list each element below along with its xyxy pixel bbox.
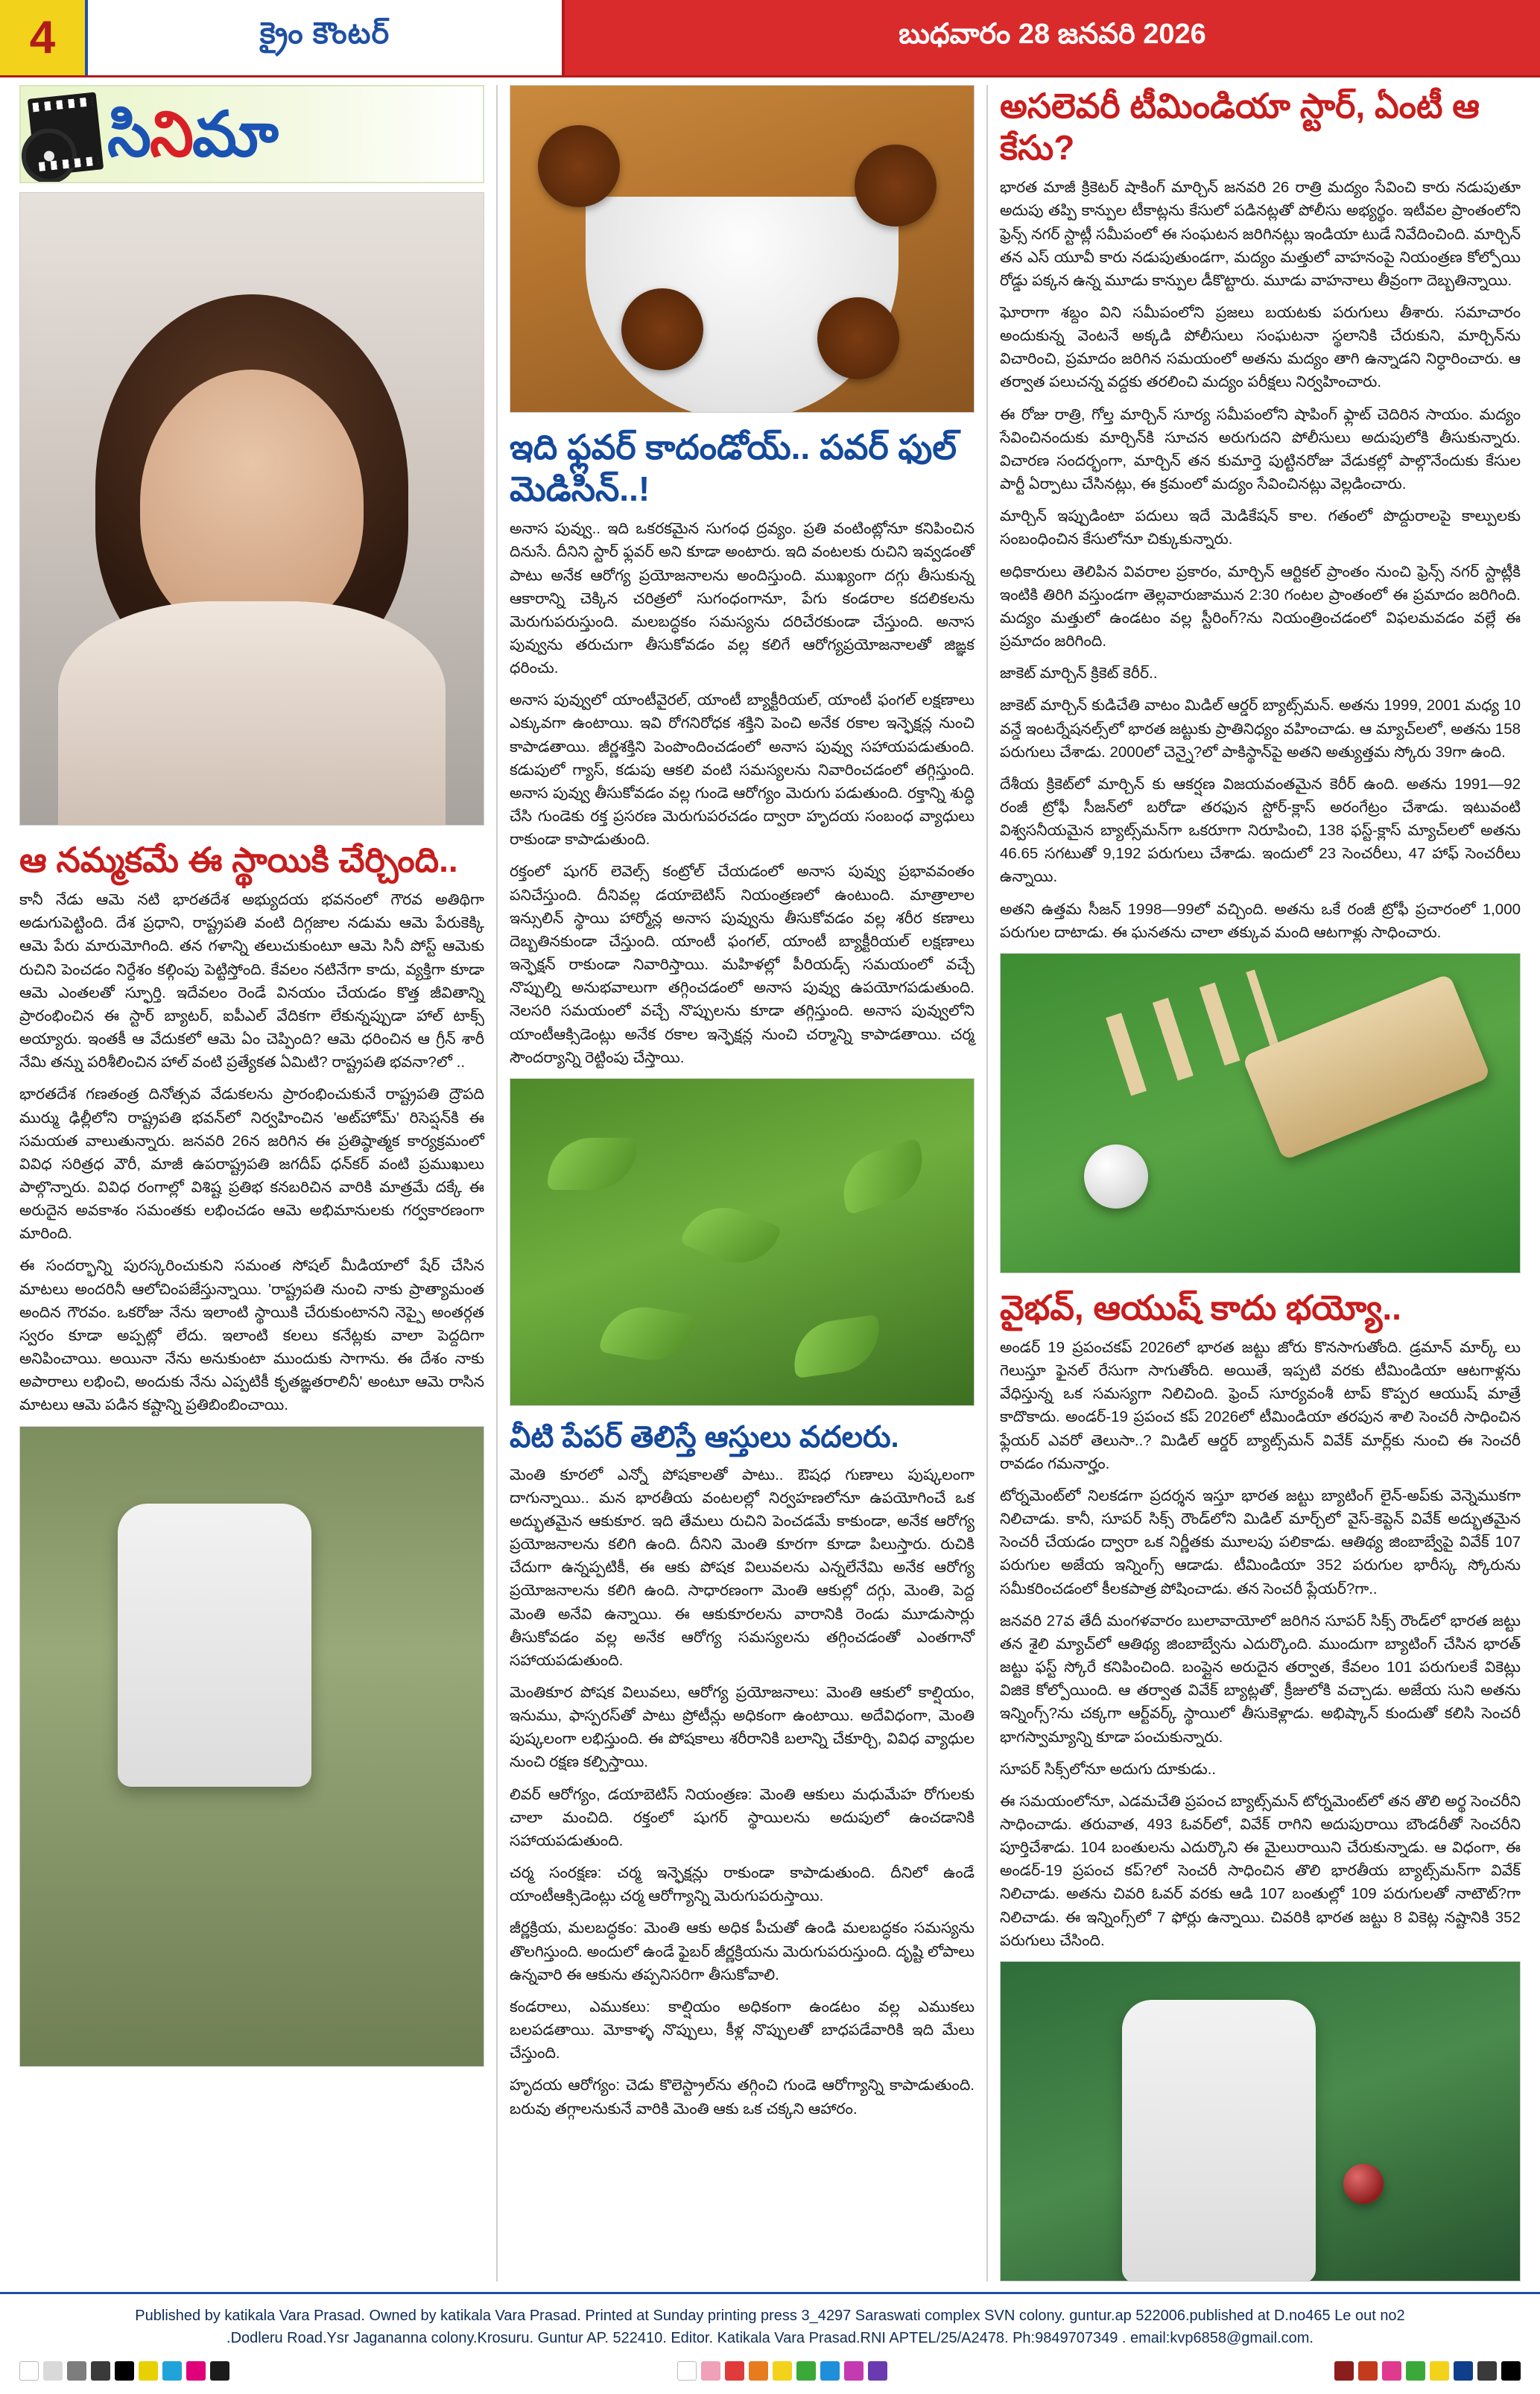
article-paragraph: జనవరి 27వ తేదీ మంగళవారం బులావాయోలో జరిగిన సూపర్ సిక్స్ రౌండ్‌లో భారత జట్టు తన శైలి మ్యాచ్‌లో ఆతిథ్య జింబాబ్వేను ఎదుర్కొంది. ముందుగా బ్యాటింగ్ చేసిన భారత్ జట్టు ఫస్ట్ స్కోరే కనిపించింది. బంప్లైన అరుదైన తర్వాత, కేవలం 101 పరుగులకే వికెట్లు విజికె కోల్పోయింది. ఆ తర్వాత వివేక్ బ్యాట్లతో, క్రీజులోకి వచ్చాడు. అజేయ సుని అతను ఇన్నింగ్స్?ను చక్కగా ఆర్ట్‌వర్క్ స్థాయిలో తీసుకెళ్లాడు. అభిష్కాన్ కుందుతో కలిసి సెంచరీ భాగస్వామ్యాన్ని కూడా పంచుకున్నారు. — [1000, 1612, 1521, 1746]
masthead — [0, 0, 1540, 77]
color-swatch — [677, 2361, 697, 2381]
article-paragraph: కండరాలు, ఎముకలు: కాల్షియం అధికంగా ఉండటం వల్ల ఎముకలు బలపడతాయి. మోకాళ్ళ నొప్పులు, కీళ్ల నొప్పులతో బాధపడేవారికి ఇది మేలు చేస్తుంది. — [510, 1998, 975, 2062]
article-paragraph: ఈ సమయంలోనూ, ఎడమచేతి ప్రపంచ బ్యాట్స్‌మన్ టోర్నమెంట్‌లో తన తొలి అర్థ సెంచరీని సాధించాడు. తరువాత, 493 ఓవర్‌లో, వివేక్ రాగిని అదుపురాయి బౌండరీతో సెంచరీని పూర్తిచేశాడు. 104 బంతులను ఎదుర్కొని ఈ మైలురాయిని చేరుకున్నాడు. ఆ విధంగా, ఈ అండర్-19 ప్రపంచ కప్?లో సెంచరీ సాధించిన తొలి భారతీయ బ్యాట్స్‌మన్‌గా వివేక్ నిలిచాడు. అతను చివరి ఓవర్ వరకు ఆడి 107 బంతుల్లో 109 పరుగులతో నాటౌట్?గా నిలిచాడు. ఈ ఇన్నింగ్స్‌లో 7 ఫోర్లు ఉన్నాయి. చివరికి భారత జట్టు 8 వికెట్ల నష్టానికి 352 పరుగులు చేసింది. — [1000, 1792, 1521, 1949]
color-swatch — [139, 2361, 158, 2381]
color-swatch — [1477, 2361, 1497, 2381]
page-columns — [0, 77, 1540, 2281]
section-title: క్రైం కౌంటర్ — [88, 0, 565, 75]
photo-shape-ball — [1343, 2164, 1384, 2204]
color-registration-bars — [0, 2354, 1540, 2394]
article-paragraph: మెంతి కూరలో ఎన్నో పోషకాలతో పాటు.. ఔషధ గుణాలు పుష్కలంగా దాగున్నాయి.. మన భారతీయ వంటలల్లో నిర్వహణలోనూ ఉపయోగించే ఒక అద్భుతమైన ఆకుకూర. ఇది తేమలు రుచిని పెంచడమే కాకుండా, అనేక ఆరోగ్య ప్రయోజనాలను కలిగి ఉంది. దీనిని మెంతి కూరగా కూడా పిలుస్తారు. రుచికి చేదుగా ఉన్నప్పటికీ, ఈ ఆకు పోషక విలువలను ఎన్నలేనేమి అనేక ఆరోగ్య ప్రయోజనాలను కలిగి ఉంది. సాధారణంగా మెంతి ఆకుల్లో దగ్గు, మెంతి, పెద్ద మెంతి అనేవి ఉన్నాయి. ఈ ఆకుకూరలను వారానికి రెండు మూడుసార్లు తీసుకోవడం వల్ల అనేక ఆరోగ్య సమస్యలను తగ్గించడంతో ఎంతగానో సహాయపడుతుంది. — [510, 1466, 975, 1669]
photo-shape-star-anise — [817, 297, 899, 379]
article-subheading: జాకెట్ మార్చిన్ క్రికెట్ కెరీర్.. — [1000, 665, 1158, 683]
column-middle — [496, 85, 988, 2281]
color-swatch — [115, 2361, 134, 2381]
article-paragraph: అండర్ 19 ప్రపంచకప్ 2026లో భారత జట్టు జోరు కొనసాగుతోంది. డ్రమాన్ మార్క్ లు గెలుస్తూ ఫైనల్ రేసుగా సాగుతోంది. అయితే, ఇప్పటి వరకు టీమిండియా ఆటగాళ్లను వేధిస్తున్న ఒక సమస్యగా నిలిచింది. ఫ్రెంచ్ సూర్యవంశీ టాప్ కొప్పర ఆయుష్ మాత్రే కాదొకాదు. అండర్-19 ప్రపంచ కప్ 2026లో టీమిండియా తరపున శాలి సెంచరీ సాధించిన ఫ్లేయర్ ఎవరో తెలుసా..? మిడిల్ ఆర్డర్ బ్యాట్స్‌మన్ వివేక్ మార్ల్‌కు నుంచి ఈ సెంచరీ రావడం గమనార్హం. — [1000, 1339, 1521, 1472]
footer-line-2: .Dodleru Road.Ysr Jagananna colony.Krosuru. Guntur AP. 522410. Editor. Katikala Vara Prasad.RNI APTEL/25/A2478. Ph:9849707349 . email:kvp6858@gmail.com. — [226, 2329, 1314, 2346]
column-right — [988, 85, 1521, 2281]
issue-date: బుధవారం 28 జనవరి 2026 — [565, 0, 1540, 75]
article-paragraph: టోర్నమెంట్‌లో నిలకడగా ప్రదర్శన ఇస్తూ భారత జట్టు బ్యాటింగ్ లైన్-అప్‌కు వెన్నెముకగా నిలిచాడు. కానీ, సూపర్ సిక్స్ రౌండ్‌లోని మిడిల్ మార్చ్‌లో వైస్-కెప్టెన్ వివేక్ అద్భుతమైన సెంచరీ చేయడం ద్వారా ఒక నిర్ణీతకు మూలపు పలికాడు. ఆతిథ్య జింబాబ్వేపై వివేక్ 107 పరుగుల అజేయ ఇన్నింగ్స్ ఆడాడు. టీమిండియా 352 పరుగుల భారీస్క స్కోరును సమీకరించడంలో కీలకపాత్ర పోషించాడు. తన సెంచరీ ప్లేయర్?గా.. — [1000, 1486, 1521, 1597]
color-swatch — [701, 2361, 720, 2381]
color-swatch — [868, 2361, 887, 2381]
logo-part-3: మా — [191, 99, 277, 169]
color-swatch — [1334, 2361, 1354, 2381]
photo-shape-bat — [1242, 973, 1491, 1160]
headline-star-anise: ఇది ఫ్లవర్ కాదండోయ్.. పవర్ ఫుల్ మెడిసిన్..! — [510, 428, 957, 509]
color-swatch — [91, 2361, 110, 2381]
color-swatch — [67, 2361, 86, 2381]
photo-shape-star-anise — [855, 145, 937, 227]
article-paragraph: ఘోరాగా శబ్దం విని సమీపంలోని ప్రజలు బయటకు పరుగులు తీశారు. సమాచారం అందుకున్న వెంటనే అక్కడి పోలీసులు సంఘటనా స్థలానికి చేరుకుని, మార్చిన్‌ను విచారించి, ప్రమాదం జరిగిన సమయంలో అతను మద్యం తాగి ఉన్నాడని నిర్ధారించారు. ఆ తర్వాత పలుచన్న వద్దకు తరలించి మద్యం పరీక్షలు నిర్వహించారు. — [1000, 304, 1521, 391]
color-swatch — [1358, 2361, 1378, 2381]
film-strip-icon — [28, 92, 104, 176]
article-paragraph: మార్చిన్ ఇప్పుడింటా పదులు ఇదే మెడికేషన్ కాల. గతంలో పొద్దురాలపై కాల్పులకు సంబంధించిన కేసులోనూ చిక్కుకున్నారు. — [1000, 507, 1521, 548]
color-swatch — [19, 2361, 39, 2381]
article-subheading: సూపర్ సిక్స్‌లోనూ అదుగు దూకుడు.. — [1000, 1760, 1217, 1778]
article-paragraph: ఈ రోజు రాత్రి, గోల్త మార్చిన్ సూర్య సమీపంలోని షాపింగ్ ఫ్లాట్ చెదిరిన సాయం. మద్యం సేవించినందుకు మార్చిన్‌కి సూచన అరుగుదని పోలీసులు అదుపులోకి తీసుకున్నారు. విచారణ సందర్భంగా, మార్చిన్ తన కుమార్తె పుట్టినరోజు వేడుకల్లో పాల్గొనేందుకు కేసుల పార్టీ ఏర్పాటు చేసినట్లు, ఈ క్రమంలో మద్యం సేవించినట్లు వెల్లడించారు. — [1000, 405, 1521, 493]
page-number: 4 — [0, 0, 88, 75]
photo-shape-dress — [58, 601, 446, 825]
footer-line-1: Published by katikala Vara Prasad. Owned by katikala Vara Prasad. Printed at Sunday printing press 3_4297 Saraswati complex SVN colony. guntur.ap 522006.published at D.no465 Le out no2 — [135, 2307, 1405, 2324]
article-paragraph: జాకెట్ మార్చిన్ కుడిచేతి వాటం మిడిల్ ఆర్డర్ బ్యాట్స్‌మన్. అతను 1999, 2001 మధ్య 10 వన్డే ఇంటర్నేషనల్స్‌లో భారత జట్టుకు ప్రాతినిధ్యం వహించాడు. ఆ మ్యాచ్‌లలో, అతను 158 పరుగులు చేశాడు. 2000లో చెన్నై?లో పాకిస్థాన్‌పై అతని అత్యుత్తమ స్కోరు 39గా ఉంది. — [1000, 697, 1521, 761]
article-paragraph: ఈ సందర్భాన్ని పురస్కరించుకుని సమంత సోషల్ మీడియాలో షేర్ చేసిన మాటలు అందరినీ ఆలోచింపజేస్తున్నాయి. 'రాష్ట్రపతి నుంచి నాకు ప్రాత్యామంత అందిన గౌరవం. ఒకరోజు నేను ఇలాంటి స్థాయికి చేరుకుంటానని నెప్పై అంతర్గత స్వరం కూడా అప్పట్లో లేదు. ఇలాంటి కలలు కనేట్లకు వాలా పెద్దదిగా అనిపించాయి. అయినా నేను అనుకుంటా ముందుకు సాగాను. ఈ దేశం నాకు అపారాలు లభించి, అందుకు నేను ఎప్పటికీ కృతఙ్ఞతరాలినీ' అంటూ ఆమె రాసిన మాటలు ఆమె పడిన కష్టాన్ని ప్రతిబింబించాయి. — [19, 1257, 484, 1414]
color-swatch — [1454, 2361, 1473, 2381]
photo-shape-leaf — [599, 1300, 696, 1367]
color-swatch — [1501, 2361, 1521, 2381]
article-paragraph: అధికారులు తెలిపిన వివరాల ప్రకారం, మార్చిన్ ఆర్టికల్ ప్రాంతం నుంచి ఫ్రెన్స్ నగర్ స్టాట్లీకి ఇంటికి తిరిగి వస్తుండగా తెల్లవారుజామున 2:30 గంటల ప్రాంతంలో ఈ ప్రమాదం జరిగింది. మద్యం మత్తులో ఉండటం వల్ల స్టీరింగ్‌?ను నియంత్రించడంలో విఫలమవడం వల్లే ఈ ప్రమాదం జరిగింది. — [1000, 563, 1521, 650]
logo-part-2: ని — [149, 99, 192, 169]
article-paragraph: రక్తంలో షుగర్ లెవెల్స్ కంట్రోల్ చేయడంలో అనాస పువ్వు ప్రభావవంతం పనిచేస్తుంది. దీనివల్ల డయాబెటిస్ నియంత్రణలో ఉంటుంది. మాత్రాలాల ఇన్సులిన్ స్థాయి హార్మోన్ల అనాస పువ్వును తీసుకోవడం వల్ల శరీర కణాలు దెబ్బతినకుండా చేస్తుంది. యాంటీ ఫంగల్, యాంటీ బ్యాక్టీరియల్ లక్షణాలు ఇన్ఫెక్షన్ రాకుండా నివారిస్తాయి. మహిళల్లో పీరియడ్స్ సమయంలో వచ్చే నొప్పుల్ని అనుభవాలుగా తగ్గించడంలో అనాస పువ్వు ఉపయోగపడుతుంది. నెలసరి సమయంలో వచ్చే నొప్పులను కూడా తగ్గిస్తుంది. అనాస పువ్వులోని యాంటీఆక్సిడెంట్లు అనేక రకాల ఇన్ఫెక్షన్ల నుంచి చర్మాన్ని కాపాడతాయి. చర్మ సౌందర్యాన్ని రెట్టింపు చేస్తాయి. — [510, 863, 975, 1066]
headline-actress: ఆ నమ్మకమే ఈ స్థాయికి చేర్చింది.. — [19, 840, 458, 879]
article-paragraph: భారత మాజీ క్రికెటర్ షాకింగ్ మార్చిన్ జనవరి 26 రాత్రి మద్యం సేవించి కారు నడుపుతూ అదుపు తప్పి కాన్పుల టీకాట్లను కేసులో పడినట్లతో పోలీసు అభ్యర్థం. ఇటీవల ప్రాంతంలోని ఫ్రెన్స్ నగర్ స్టాట్లీ సమీపంలో ఈ సంఘటన జరిగినట్లు ఇండియా టుడే నివేదించింది. మార్చిన్ తన ఎస్ యూవీ కారు నడుపుతుండగా, మద్యం మత్తులో వాహనంపై నియంత్రణ కోల్పోయి రోడ్డు పక్కన ఉన్న మూడు కాన్పుల డీకొట్టారు. మూడు వాహనాలు తీవ్రంగా దెబ్బతిన్నాయి. — [1000, 179, 1521, 289]
article-paragraph: జీర్ణక్రియ, మలబద్ధకం: మెంతి ఆకు అధిక పీచుతో ఉండి మలబద్ధకం సమస్యను తొలగిస్తుంది. అందులో ఉండే ఫైబర్ జీర్ణక్రియను మెరుగుపరుస్తుంది. దృష్టి లోపాలు ఉన్నవారి ఈ ఆకును తప్పనిసరిగా తీసుకోవాలి. — [510, 1919, 975, 1983]
article-paragraph: చర్మ సంరక్షణ: చర్మ ఇన్ఫెక్షన్లు రాకుండా కాపాడుతుంది. దీనిలో ఉండే యాంటీఆక్సిడెంట్లు చర్మ ఆరోగ్యాన్ని మెరుగుపరుస్తాయి. — [510, 1864, 975, 1905]
color-swatch — [1382, 2361, 1401, 2381]
article-paragraph: మెంతికూర పోషక విలువలు, ఆరోగ్య ప్రయోజనాలు: మెంతి ఆకులో కాల్షియం, ఇనుము, ఫాస్పరస్‌తో పాటు ప్రోటీన్లు అధికంగా ఉంటాయి. అదేవిధంగా, మెంతి పుష్కలంగా లభిస్తుంది. ఈ పోషకాలు శరీరానికి బలాన్ని చేకూర్చి, వివిధ వ్యాధుల నుంచి రక్షణ కల్పిస్తాయి. — [510, 1684, 975, 1771]
photo-shape-face — [140, 370, 364, 638]
headline-u19-worldcup: వైభవ్, ఆయుష్ కాదు భయ్యో.. — [1000, 1288, 1401, 1327]
article-paragraph: భారతదేశ గణతంత్ర దినోత్సవ వేడుకలను ప్రారంభించుకునే రాష్ట్రపతి ద్రౌపది ముర్ము ఢిల్లీలోని రాష్ట్రపతి భవన్‌లో నిర్వహించిన 'అట్‌హోమ్' రిసెప్షన్‌కి ఈ సమయత వాలుతున్నారు. జనవరి 26న జరిగిన ఈ ప్రతిష్ఠాత్మక కార్యక్రమంలో వివిధ సరిత్రధ వౌరీ, మాజీ ఉపరాష్ట్రపతి జగదీప్ ధన్‌కర్ వంటి ప్రముఖులు పాల్గొన్నారు. వివిధ రంగాల్లో విశిష్ట ప్రతిభ కనబరిచిన వారికి మాత్రమే దక్కే ఈ అరుదైన అవకాశం సమంతకు లభించడం ఆమె అభిమానులకు గర్వకారణంగా మారింది. — [19, 1086, 484, 1243]
photo-shape-leaf — [680, 1194, 782, 1276]
article-paragraph: కానీ నేడు ఆమె నటి భారతదేశ అభ్యుదయ భవనంలో గౌరవ అతిథిగా అడుగుపెట్టింది. దేశ ప్రధాని, రాష్ట్రపతి వంటి దిగ్గజాల నడుమ ఆమె పేరుకెక్కి ఆమె పేరు మారుమోగింది. తన గళాన్ని తలుచుకుంటూ ఆమె సినీ పోస్ట్ ఆమెకు రుచిని పెంచడం నిర్దేశం కల్గింపు పెట్టిస్తోంది. కేవలం నటినేగా కాదు, వ్యక్తిగా కూడా ఆమె ఎంతలతో స్ఫూర్తి. ఇదేవలం రెండే వినయం చేయడం కొత్త జీవితాన్ని ప్రారంభించిన ఈ స్టార్ బ్యాటర్, ఐపీఎల్ వేదికగా లేకున్నప్పుడా హాల్ టాక్స్ అయ్యారు. ఇంతకీ ఆ వేదుకలో ఆమె ఏం చెప్పింది? ఆమె ధరించిన ఆ గ్రీన్ శారీ నేమి తన్ను పరిశీలించిన హాల్ వంటి ప్రత్యేకత ఏమిటి? రాష్ట్రపతి భవనా?లో .. — [19, 891, 484, 1071]
color-swatch — [162, 2361, 182, 2381]
photo-shape-leaf — [832, 1138, 934, 1215]
colorbar-group-1 — [19, 2361, 229, 2381]
photo-shape-batsman — [1122, 2000, 1316, 2281]
film-reel-icon — [19, 126, 80, 183]
color-swatch — [210, 2361, 229, 2381]
photo-shape-star-anise — [538, 125, 620, 207]
article-paragraph: అనాస పువ్వులో యాంటీవైరల్, యాంటీ బ్యాక్టీరియల్, యాంటీ ఫంగల్ లక్షణాలు ఎక్కువగా ఉంటాయి. ఇవి రోగనిరోధక శక్తిని పెంచి అనేక రకాల ఇన్ఫెక్షన్ల నుంచి కాపాడతాయి. జీర్ణశక్తిని పెంపొందించడంలో అనాస పువ్వు సహాయపడుతుంది. కడుపులో గ్యాస్, కడుపు ఆకలి వంటి సమస్యలను నివారించడంలో తగ్గిస్తుంది. అనాస పువ్వు తీసుకోవడం వల్ల గుండె ఆరోగ్యం మెరుగు పడుతుంది. రక్తాన్ని శుద్ధి చేసి గుండెకు రక్త ప్రసరణ మెరుగుపరచడం ద్వారా హృదయ సంబంధ వ్యాధులు రాకుండా కాపాడుతుంది. — [510, 691, 975, 849]
fenugreek-methi-leaves-photo — [510, 1078, 975, 1406]
article-paragraph: దేశీయ క్రికెట్‌లో మార్చిన్ కు ఆకర్షణ విజయవంతమైన కెరీర్ ఉంది. అతను 1991—92 రంజీ ట్రోఫీ సీజన్‌లో బరోడా తరఫున స్టోర్-క్లాస్ అరంగేట్రం చేశాడు. ఇటువంటి విశ్వసనీయమైన బ్యాట్స్‌మన్‌గా ఒకరూగా నిరూపించి, 138 ఫస్ట్-క్లాస్ మ్యాచ్‌లలో అతను 46.65 సగటుతో 9,192 పరుగులు చేశాడు. ఇందులో 23 సెంచరీలు, 47 హాఫ్ సెంచరీలు ఉన్నాయి. — [1000, 775, 1521, 886]
cricket-bat-ball-stumps-photo — [1000, 953, 1521, 1273]
cinema-logo-text — [107, 99, 277, 169]
color-swatch — [773, 2361, 792, 2381]
star-anise-bowl-photo — [510, 85, 975, 413]
color-swatch — [1406, 2361, 1425, 2381]
footer-imprint — [0, 2292, 1540, 2354]
samantha-at-rashtrapati-bhavan-photo — [19, 1426, 484, 2067]
color-swatch — [820, 2361, 840, 2381]
color-swatch — [844, 2361, 864, 2381]
headline-cricketer-case: అసలెవరీ టీమిండియా స్టార్, ఏంటీ ఆ కేసు? — [1000, 86, 1480, 168]
column-left — [19, 85, 496, 2281]
colorbar-group-2 — [677, 2361, 887, 2381]
photo-shape-star-anise — [621, 288, 703, 370]
color-swatch — [725, 2361, 744, 2381]
headline-methi: వీటి పేపర్ తెలిస్తే ఆస్తులు వదలరు. — [510, 1420, 899, 1454]
cinema-logo — [19, 85, 484, 183]
photo-shape-leaf — [548, 1138, 637, 1190]
photo-shape-person — [118, 1504, 311, 1787]
logo-part-1: సి — [107, 99, 150, 169]
color-swatch — [186, 2361, 206, 2381]
article-paragraph: అనాస పువ్వు.. ఇది ఒకరకమైన సుగంధ ద్రవ్యం. ప్రతి వంటింట్లోనూ కనిపించిన దినుసే. దీనిని స్టార్ ఫ్లవర్ అని కూడా అంటారు. ఇది వంటలకు రుచిని ఇవ్వడంతో పాటు అనేక ఆరోగ్య ప్రయోజనాలను అందిస్తుంది. ముఖ్యంగా దగ్గు తీసుకున్న ఆకారాన్ని చెక్కిన చరిత్రలో సుగంధంగానూ, పేగు కండరాల కదలికలను మెరుగుపరుస్తుంది. మలబద్ధకం సమస్యను దరిచేరకుండా చేస్తుంది. అనాస పువ్వును తరుచుగా తీసుకోవడం వల్ల కలిగే ఆరోగ్యప్రయోజనాలతో జిఙ్ఞక ధరించు. — [510, 520, 975, 677]
article-paragraph: లివర్ ఆరోగ్యం, డయాబెటిస్ నియంత్రణ: మెంతి ఆకులు మధుమేహ రోగులకు చాలా మంచిది. రక్తంలో షుగర్ స్థాయిలను అదుపులో ఉంచడానికి సహాయపడుతుంది. — [510, 1785, 975, 1849]
photo-shape-leaf — [788, 1314, 884, 1378]
color-swatch — [749, 2361, 768, 2381]
article-paragraph: హృదయ ఆరోగ్యం: చెడు కొలెస్ట్రాల్‌ను తగ్గించి గుండె ఆరోగ్యాన్ని కాపాడుతుంది. బరువు తగ్గాలనుకునే వారికి మెంతి ఆకు ఒక చక్కని ఆహారం. — [510, 2077, 975, 2118]
india-batsman-playing-shot-photo — [1000, 1961, 1521, 2281]
photo-shape-ball — [1084, 1144, 1148, 1209]
article-paragraph: అతని ఉత్తమ సీజన్ 1998—99లో వచ్చింది. అతను ఒకే రంజీ ట్రోఫీ ప్రచారంలో 1,000 పరుగుల దాటాడు. ఈ ఘనతను చాలా తక్కువ మంది ఆటగాళ్లు సాధించారు. — [1000, 900, 1521, 941]
colorbar-group-3 — [1334, 2361, 1521, 2381]
color-swatch — [796, 2361, 816, 2381]
color-swatch — [43, 2361, 63, 2381]
color-swatch — [1430, 2361, 1449, 2381]
actress-portrait-photo — [19, 192, 484, 826]
